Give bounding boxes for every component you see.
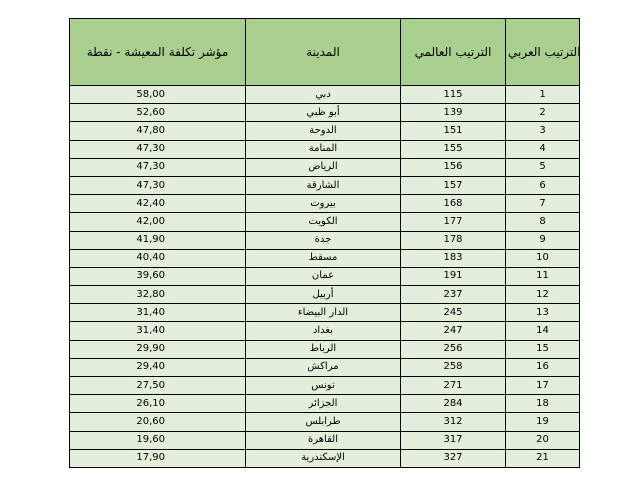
- table-row: [70, 122, 580, 140]
- city-cell[interactable]: الجزائر: [246, 395, 401, 413]
- cost-index-cell[interactable]: 47,30: [70, 176, 246, 194]
- table-row: [70, 140, 580, 158]
- city-cell[interactable]: تونس: [246, 377, 401, 395]
- cost-index-cell[interactable]: 47,30: [70, 158, 246, 176]
- table-row: [70, 213, 580, 231]
- table-row: [70, 304, 580, 322]
- city-cell[interactable]: الشارقة: [246, 176, 401, 194]
- cost-index-cell[interactable]: 19,60: [70, 431, 246, 449]
- city-cell[interactable]: أربيل: [246, 286, 401, 304]
- city-cell[interactable]: بغداد: [246, 322, 401, 340]
- cost-of-living-table: [69, 18, 580, 468]
- city-cell[interactable]: الدار البيضاء: [246, 304, 401, 322]
- cost-index-cell[interactable]: 31,40: [70, 322, 246, 340]
- cost-index-cell[interactable]: 47,30: [70, 140, 246, 158]
- arab-rank-cell[interactable]: 10: [506, 249, 580, 267]
- cost-index-cell[interactable]: 42,00: [70, 213, 246, 231]
- cost-index-cell[interactable]: 27,50: [70, 377, 246, 395]
- cost-index-cell[interactable]: 52,60: [70, 104, 246, 122]
- arab-rank-cell[interactable]: 18: [506, 395, 580, 413]
- cost-index-cell[interactable]: 29,40: [70, 358, 246, 376]
- cost-index-cell[interactable]: 42,40: [70, 195, 246, 213]
- cost-index-cell[interactable]: 47,80: [70, 122, 246, 140]
- table-row: [70, 413, 580, 431]
- header-city[interactable]: المدينة: [246, 19, 401, 86]
- city-cell[interactable]: المنامة: [246, 140, 401, 158]
- table-row: [70, 158, 580, 176]
- cost-index-cell[interactable]: 26,10: [70, 395, 246, 413]
- world-rank-cell[interactable]: 258: [401, 358, 506, 376]
- world-rank-cell[interactable]: 191: [401, 267, 506, 285]
- world-rank-cell[interactable]: 178: [401, 231, 506, 249]
- world-rank-cell[interactable]: 327: [401, 449, 506, 467]
- table-row: [70, 86, 580, 104]
- world-rank-cell[interactable]: 317: [401, 431, 506, 449]
- world-rank-cell[interactable]: 284: [401, 395, 506, 413]
- world-rank-cell[interactable]: 155: [401, 140, 506, 158]
- arab-rank-cell[interactable]: 11: [506, 267, 580, 285]
- world-rank-cell[interactable]: 247: [401, 322, 506, 340]
- cost-index-cell[interactable]: 58,00: [70, 86, 246, 104]
- world-rank-cell[interactable]: 312: [401, 413, 506, 431]
- arab-rank-cell[interactable]: 16: [506, 358, 580, 376]
- world-rank-cell[interactable]: 157: [401, 176, 506, 194]
- arab-rank-cell[interactable]: 13: [506, 304, 580, 322]
- city-cell[interactable]: القاهرة: [246, 431, 401, 449]
- city-cell[interactable]: مراكش: [246, 358, 401, 376]
- table-row: [70, 286, 580, 304]
- world-rank-cell[interactable]: 156: [401, 158, 506, 176]
- city-cell[interactable]: عمان: [246, 267, 401, 285]
- arab-rank-cell[interactable]: 2: [506, 104, 580, 122]
- table-row: [70, 395, 580, 413]
- table-row: [70, 322, 580, 340]
- cost-index-cell[interactable]: 40,40: [70, 249, 246, 267]
- world-rank-cell[interactable]: 115: [401, 86, 506, 104]
- world-rank-cell[interactable]: 245: [401, 304, 506, 322]
- table-row: [70, 358, 580, 376]
- arab-rank-cell[interactable]: 17: [506, 377, 580, 395]
- arab-rank-cell[interactable]: 3: [506, 122, 580, 140]
- city-cell[interactable]: مسقط: [246, 249, 401, 267]
- city-cell[interactable]: دبي: [246, 86, 401, 104]
- city-cell[interactable]: الرباط: [246, 340, 401, 358]
- arab-rank-cell[interactable]: 12: [506, 286, 580, 304]
- cost-index-cell[interactable]: 32,80: [70, 286, 246, 304]
- world-rank-cell[interactable]: 151: [401, 122, 506, 140]
- arab-rank-cell[interactable]: 15: [506, 340, 580, 358]
- arab-rank-cell[interactable]: 19: [506, 413, 580, 431]
- header-world-rank[interactable]: الترتيب العالمي: [401, 19, 506, 86]
- table-row: [70, 176, 580, 194]
- table-row: [70, 377, 580, 395]
- arab-rank-cell[interactable]: 4: [506, 140, 580, 158]
- arab-rank-cell[interactable]: 6: [506, 176, 580, 194]
- world-rank-cell[interactable]: 177: [401, 213, 506, 231]
- city-cell[interactable]: الدوحة: [246, 122, 401, 140]
- cost-index-cell[interactable]: 29,90: [70, 340, 246, 358]
- cost-index-cell[interactable]: 20,60: [70, 413, 246, 431]
- cost-index-cell[interactable]: 39,60: [70, 267, 246, 285]
- table-row: [70, 104, 580, 122]
- table-row: [70, 231, 580, 249]
- cost-index-cell[interactable]: 31,40: [70, 304, 246, 322]
- arab-rank-cell[interactable]: 1: [506, 86, 580, 104]
- arab-rank-cell[interactable]: 20: [506, 431, 580, 449]
- header-cost-index[interactable]: مؤشر تكلفة المعيشة - نقطة: [70, 19, 246, 86]
- world-rank-cell[interactable]: 139: [401, 104, 506, 122]
- city-cell[interactable]: بيروت: [246, 195, 401, 213]
- city-cell[interactable]: جدة: [246, 231, 401, 249]
- world-rank-cell[interactable]: 237: [401, 286, 506, 304]
- city-cell[interactable]: أبو ظبي: [246, 104, 401, 122]
- arab-rank-cell[interactable]: 14: [506, 322, 580, 340]
- table-row: [70, 431, 580, 449]
- city-cell[interactable]: الرياض: [246, 158, 401, 176]
- arab-rank-cell[interactable]: 21: [506, 449, 580, 467]
- cost-index-cell[interactable]: 41,90: [70, 231, 246, 249]
- table-body: [70, 86, 580, 468]
- world-rank-cell[interactable]: 256: [401, 340, 506, 358]
- arab-rank-cell[interactable]: 5: [506, 158, 580, 176]
- world-rank-cell[interactable]: 183: [401, 249, 506, 267]
- table-row: [70, 249, 580, 267]
- header-arab-rank[interactable]: الترتيب العربي: [506, 19, 580, 86]
- cost-of-living-sheet: [69, 18, 580, 468]
- arab-rank-cell[interactable]: 7: [506, 195, 580, 213]
- world-rank-cell[interactable]: 168: [401, 195, 506, 213]
- world-rank-cell[interactable]: 271: [401, 377, 506, 395]
- header-row: [70, 19, 580, 86]
- table-row: [70, 195, 580, 213]
- city-cell[interactable]: طرابلس: [246, 413, 401, 431]
- city-cell[interactable]: الإسكندرية: [246, 449, 401, 467]
- arab-rank-cell[interactable]: 9: [506, 231, 580, 249]
- table-row: [70, 340, 580, 358]
- arab-rank-cell[interactable]: 8: [506, 213, 580, 231]
- table-row: [70, 449, 580, 467]
- city-cell[interactable]: الكويت: [246, 213, 401, 231]
- table-row: [70, 267, 580, 285]
- cost-index-cell[interactable]: 17,90: [70, 449, 246, 467]
